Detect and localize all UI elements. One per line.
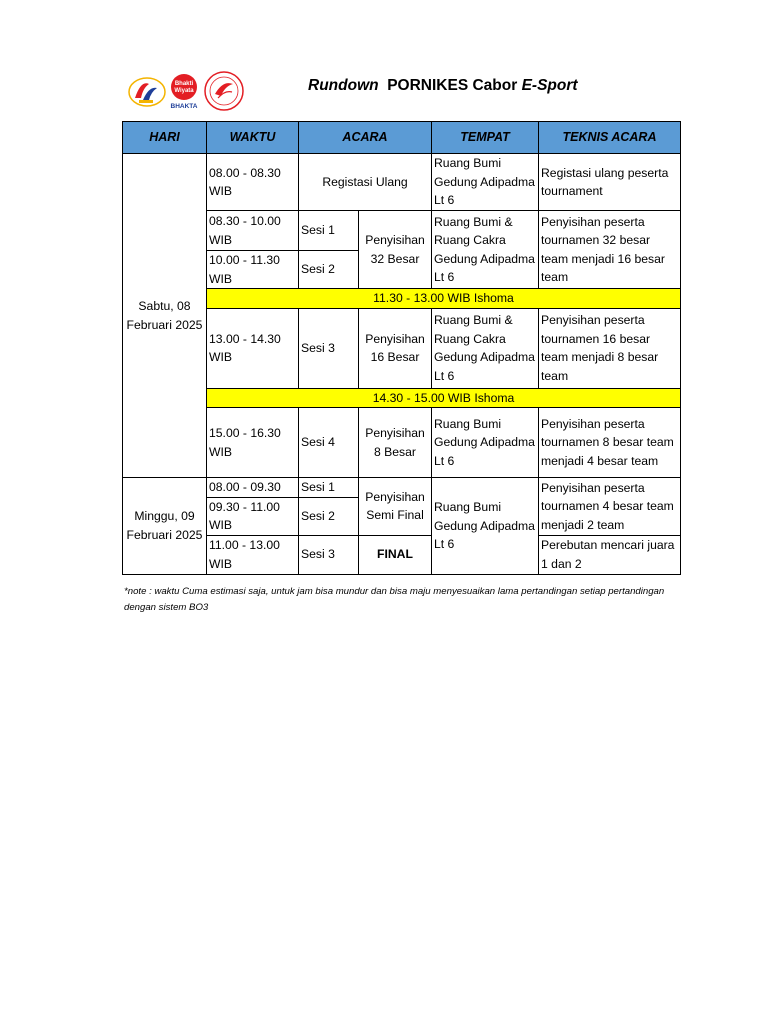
svg-text:BHAKTA: BHAKTA bbox=[170, 103, 198, 110]
waktu-cell: 10.00 - 11.30 WIB bbox=[207, 251, 299, 289]
teknis-cell: Penyisihan peserta tournamen 4 besar team menjadi 2 team bbox=[539, 478, 681, 536]
table-row bbox=[123, 478, 681, 498]
waktu-cell: 09.30 - 11.00 WIB bbox=[207, 497, 299, 535]
sesi-cell: Sesi 1 bbox=[299, 211, 359, 251]
ishoma-break: 14.30 - 15.00 WIB Ishoma bbox=[207, 388, 681, 408]
tempat-cell: Ruang Bumi Gedung Adipadma Lt 6 bbox=[432, 478, 539, 575]
table-row bbox=[123, 308, 681, 388]
waktu-cell: 08.00 - 08.30 WIB bbox=[207, 154, 299, 211]
teknis-cell: Penyisihan peserta tournamen 16 besar team menjadi 8 besar team bbox=[539, 308, 681, 388]
tempat-cell: Ruang Bumi & Ruang Cakra Gedung Adipadma Lt 6 bbox=[432, 211, 539, 289]
svg-text:Bhakti: Bhakti bbox=[174, 81, 194, 87]
logos bbox=[127, 70, 247, 112]
footnote: *note : waktu Cuma estimasi saja, untuk jam bisa mundur dan bisa maju menyesuaikan lama pertandingan setiap pertandingan dengan sistem BO3 bbox=[124, 586, 665, 613]
acara-cell: Penyisihan Semi Final bbox=[359, 478, 432, 536]
bhakti-wiyata-logo-icon bbox=[169, 72, 199, 112]
tempat-cell: Ruang Bumi & Ruang Cakra Gedung Adipadma Lt 6 bbox=[432, 308, 539, 388]
table-row bbox=[123, 408, 681, 478]
day-cell-saturday: Sabtu, 08 Februari 2025 bbox=[123, 154, 207, 478]
teknis-cell: Perebutan mencari juara 1 dan 2 bbox=[539, 535, 681, 574]
header-tempat: TEMPAT bbox=[432, 122, 539, 154]
acara-cell-final: FINAL bbox=[359, 535, 432, 574]
svg-text:Wiyata: Wiyata bbox=[174, 88, 194, 94]
sesi-cell: Sesi 3 bbox=[299, 308, 359, 388]
waktu-cell: 11.00 - 13.00 WIB bbox=[207, 535, 299, 574]
sesi-cell: Sesi 4 bbox=[299, 408, 359, 478]
table-row bbox=[123, 211, 681, 251]
sesi-cell: Sesi 2 bbox=[299, 251, 359, 289]
waktu-cell: 08.30 - 10.00 WIB bbox=[207, 211, 299, 251]
title-main: PORNIKES Cabor bbox=[387, 77, 518, 94]
tempat-cell: Ruang Bumi Gedung Adipadma Lt 6 bbox=[432, 408, 539, 478]
waktu-cell: 15.00 - 16.30 WIB bbox=[207, 408, 299, 478]
title-prefix: Rundown bbox=[308, 77, 379, 94]
waktu-cell: 08.00 - 09.30 bbox=[207, 478, 299, 498]
tempat-cell: Ruang Bumi Gedung Adipadma Lt 6 bbox=[432, 154, 539, 211]
teknis-cell: Penyisihan peserta tournamen 8 besar team menjadi 4 besar team bbox=[539, 408, 681, 478]
pornikes-logo-icon bbox=[127, 76, 167, 108]
title-suffix: E-Sport bbox=[521, 77, 578, 94]
header-hari: HARI bbox=[123, 122, 207, 154]
acara-cell: Registasi Ulang bbox=[299, 154, 432, 211]
table-row bbox=[123, 388, 681, 408]
header-teknis-acara: TEKNIS ACARA bbox=[539, 122, 681, 154]
acara-cell: Penyisihan 32 Besar bbox=[359, 211, 432, 289]
day-cell-sunday: Minggu, 09 Februari 2025 bbox=[123, 478, 207, 575]
sesi-cell: Sesi 3 bbox=[299, 535, 359, 574]
table-header-row bbox=[123, 122, 681, 154]
acara-cell: Penyisihan 16 Besar bbox=[359, 308, 432, 388]
header-waktu: WAKTU bbox=[207, 122, 299, 154]
acara-cell: Penyisihan 8 Besar bbox=[359, 408, 432, 478]
rundown-table bbox=[122, 121, 681, 575]
table-row bbox=[123, 154, 681, 211]
teknis-cell: Penyisihan peserta tournamen 32 besar team menjadi 16 besar team bbox=[539, 211, 681, 289]
waktu-cell: 13.00 - 14.30 WIB bbox=[207, 308, 299, 388]
sesi-cell: Sesi 1 bbox=[299, 478, 359, 498]
teknis-cell: Registasi ulang peserta tournament bbox=[539, 154, 681, 211]
table-row bbox=[123, 289, 681, 309]
table-row bbox=[123, 535, 681, 574]
page-title bbox=[308, 77, 578, 95]
institution-seal-icon bbox=[203, 70, 245, 112]
ishoma-break: 11.30 - 13.00 WIB Ishoma bbox=[207, 289, 681, 309]
header-acara: ACARA bbox=[299, 122, 432, 154]
sesi-cell: Sesi 2 bbox=[299, 497, 359, 535]
